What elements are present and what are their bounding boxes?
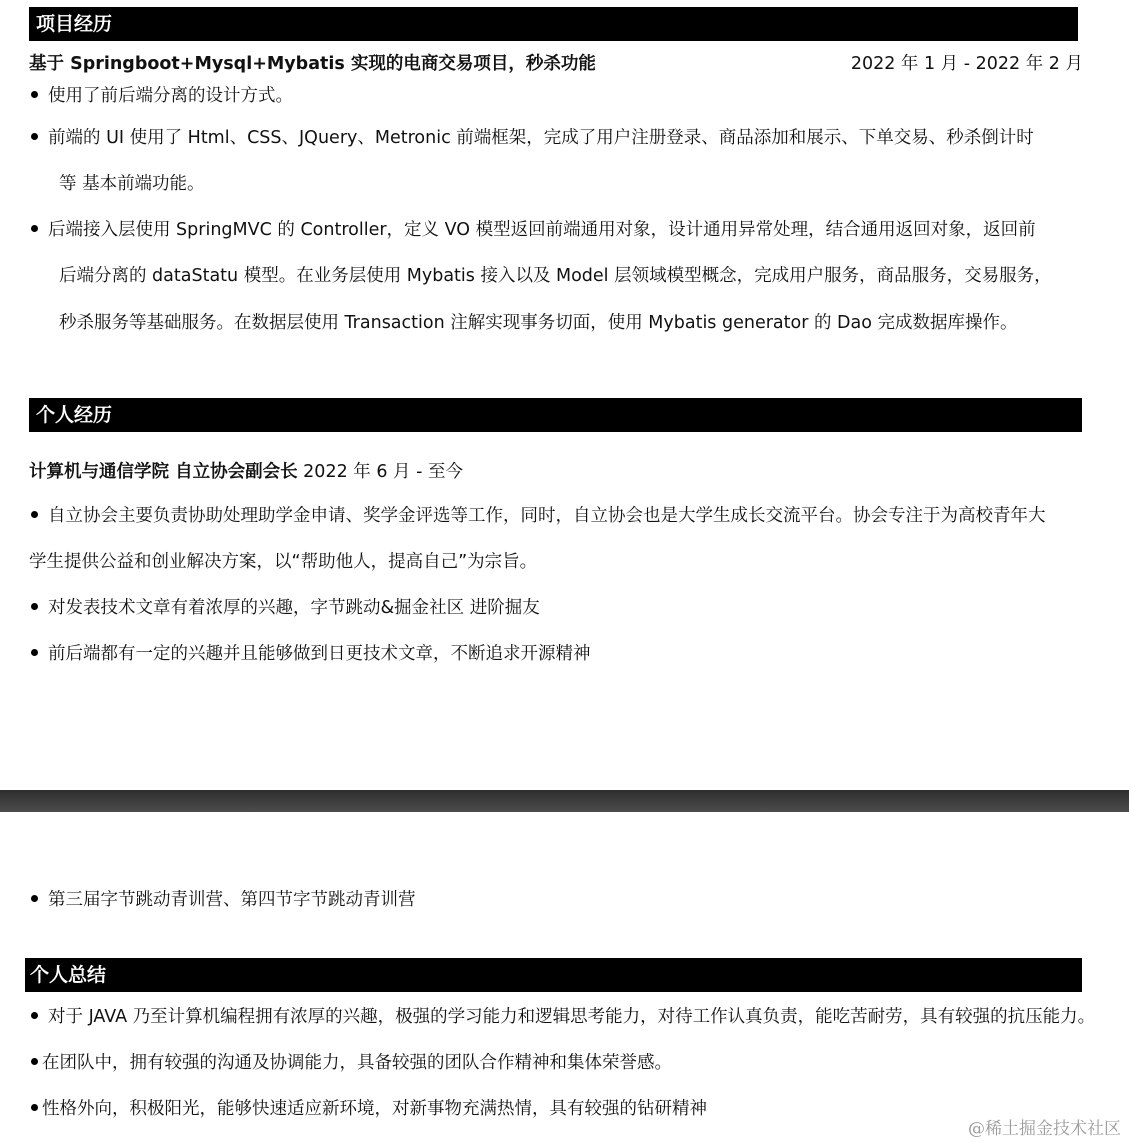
bullet-icon bbox=[31, 133, 38, 140]
project-line-2: 前端的 UI 使用了 Html、CSS、JQuery、Metronic 前端框架，完成了用户注册登录、商品添加和展示、下单交易、秒杀倒计时 bbox=[48, 128, 1034, 148]
summary-line-2: 在团队中，拥有较强的沟通及协调能力，具备较强的团队合作精神和集体荣誉感。 bbox=[42, 1053, 672, 1073]
project-date: 2022 年 1 月 - 2022 年 2 月 bbox=[850, 54, 1083, 74]
project-bullet-2 bbox=[31, 126, 1034, 150]
project-line-3: 后端接入层使用 SpringMVC 的 Controller，定义 VO 模型返回前端通用对象，设计通用异常处理，结合通用返回对象，返回前 bbox=[48, 220, 1036, 240]
project-bullet-1 bbox=[31, 84, 293, 108]
summary-section-header: 个人总结 bbox=[25, 958, 1082, 992]
personal-line-4: 第三届字节跳动青训营、第四节字节跳动青训营 bbox=[48, 890, 416, 910]
personal-org: 计算机与通信学院 自立协会副会长 bbox=[29, 462, 298, 482]
personal-section-header: 个人经历 bbox=[29, 398, 1082, 432]
personal-bullet-3 bbox=[31, 642, 591, 666]
project-line-3-cont-1: 后端分离的 dataStatu 模型。在业务层使用 Mybatis 接入以及 Model 层领域模型概念，完成用户服务，商品服务，交易服务， bbox=[59, 266, 1052, 286]
bullet-icon bbox=[31, 895, 38, 902]
personal-line-1-cont: 学生提供公益和创业解决方案，以“帮助他人，提高自己”为宗旨。 bbox=[29, 552, 538, 572]
personal-line-2: 对发表技术文章有着浓厚的兴趣，字节跳动&掘金社区 进阶掘友 bbox=[48, 598, 540, 618]
summary-line-1: 对于 JAVA 乃至计算机编程拥有浓厚的兴趣，极强的学习能力和逻辑思考能力，对待工作认真负责，能吃苦耐劳，具有较强的抗压能力。 bbox=[48, 1007, 1096, 1027]
project-bullet-3 bbox=[31, 218, 1036, 242]
project-line-3-cont-2: 秒杀服务等基础服务。在数据层使用 Transaction 注解实现事务切面，使用 Mybatis generator 的 Dao 完成数据库操作。 bbox=[59, 313, 1018, 333]
summary-bullet-3 bbox=[31, 1097, 707, 1121]
page-break-divider bbox=[0, 790, 1129, 812]
project-title: 基于 Springboot+Mysql+Mybatis 实现的电商交易项目，秒杀功能 bbox=[29, 54, 596, 74]
bullet-icon bbox=[31, 1104, 38, 1111]
bullet-icon bbox=[31, 649, 38, 656]
project-line-2-cont: 等 基本前端功能。 bbox=[59, 174, 205, 194]
bullet-icon bbox=[31, 225, 38, 232]
bullet-icon bbox=[31, 1058, 38, 1065]
bullet-icon bbox=[31, 91, 38, 98]
project-section-header: 项目经历 bbox=[29, 7, 1078, 41]
summary-bullet-2 bbox=[31, 1051, 672, 1075]
project-line-1: 使用了前后端分离的设计方式。 bbox=[48, 86, 293, 106]
personal-bullet-4 bbox=[31, 888, 416, 912]
personal-date: 2022 年 6 月 - 至今 bbox=[303, 462, 463, 482]
personal-bullet-1 bbox=[31, 504, 1046, 528]
bullet-icon bbox=[31, 1012, 38, 1019]
personal-line-3: 前后端都有一定的兴趣并且能够做到日更技术文章，不断追求开源精神 bbox=[48, 644, 591, 664]
personal-bullet-2 bbox=[31, 596, 540, 620]
watermark: @稀土掘金技术社区 bbox=[968, 1119, 1121, 1139]
personal-role-line bbox=[29, 460, 463, 484]
summary-line-3: 性格外向，积极阳光，能够快速适应新环境，对新事物充满热情，具有较强的钻研精神 bbox=[42, 1099, 707, 1119]
bullet-icon bbox=[31, 511, 38, 518]
bullet-icon bbox=[31, 603, 38, 610]
personal-line-1: 自立协会主要负责协助处理助学金申请、奖学金评选等工作，同时，自立协会也是大学生成长交流平台。协会专注于为高校青年大 bbox=[48, 506, 1046, 526]
summary-bullet-1 bbox=[31, 1005, 1095, 1029]
